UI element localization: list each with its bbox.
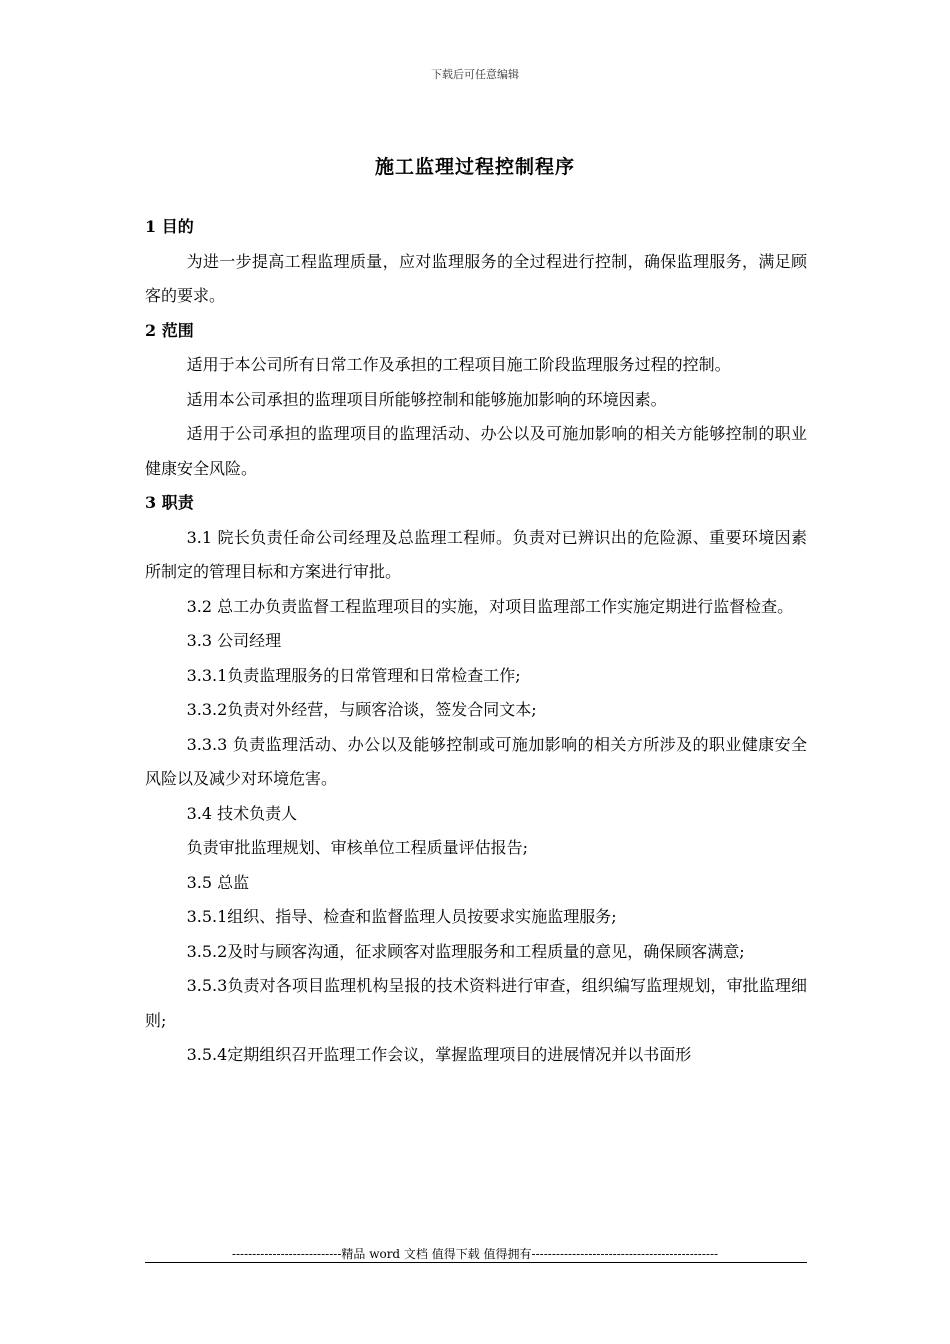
section-heading-purpose: 1 目的: [145, 217, 194, 236]
duty-3-5-4: 3.5.4定期组织召开监理工作会议，掌握监理项目的进展情况并以书面形: [186, 1045, 692, 1064]
scope-paragraph-2: 适用本公司承担的监理项目所能够控制和能够施加影响的环境因素。: [186, 389, 667, 409]
duty-3-4: 3.4 技术负责人: [186, 803, 298, 823]
duty-3-2: 3.2 总工办负责监督工程监理项目的实施，对项目监理部工作实施定期进行监督检查。: [186, 596, 794, 616]
duty-3-1: 3.1 院长负责任命公司经理及总监理工程师。负责对已辨识出的危险源、重要环境因素所制定的管理目标和方案进行审批。: [145, 527, 807, 581]
section-heading-scope: 2 范围: [145, 320, 194, 340]
document-body: [145, 210, 807, 1073]
duty-3-4-text: 负责审批监理规划、审核单位工程质量评估报告;: [186, 838, 528, 857]
duty-3-3-3: 3.3.3 负责监理活动、办公以及能够控制或可施加影响的相关方所涉及的职业健康安全风险以及减少对环境危害。: [145, 734, 807, 788]
scope-paragraph-3: 适用于公司承担的监理项目的监理活动、办公以及可施加影响的相关方能够控制的职业健康安全风险。: [145, 424, 807, 478]
scope-paragraph-1: 适用于本公司所有日常工作及承担的工程项目施工阶段监理服务过程的控制。: [186, 355, 731, 374]
header-note: 下载后可任意编辑: [431, 68, 519, 81]
document-title: 施工监理过程控制程序: [374, 156, 575, 178]
duty-3-5-1: 3.5.1组织、指导、检查和监督监理人员按要求实施监理服务;: [186, 907, 617, 926]
section-heading-duties: 3 职责: [145, 493, 194, 512]
duty-3-3-2: 3.3.2负责对外经营，与顾客洽谈，签发合同文本;: [186, 700, 537, 719]
duty-3-5-3: 3.5.3负责对各项目监理机构呈报的技术资料进行审查，组织编写监理规划，审批监理细则;: [145, 976, 807, 1030]
footer-note: ---------------------------精品 word 文档 值得下载 值得拥有----------------------------------------------: [231, 1247, 719, 1261]
footer-divider: [145, 1262, 807, 1263]
duty-3-3-1: 3.3.1负责监理服务的日常管理和日常检查工作;: [186, 665, 521, 685]
duty-3-3: 3.3 公司经理: [186, 631, 282, 650]
duty-3-5: 3.5 总监: [186, 872, 250, 892]
purpose-paragraph: 为进一步提高工程监理质量，应对监理服务的全过程进行控制，确保监理服务，满足顾客的要求。: [145, 251, 807, 305]
duty-3-5-2: 3.5.2及时与顾客沟通，征求顾客对监理服务和工程质量的意见，确保顾客满意;: [186, 941, 745, 961]
